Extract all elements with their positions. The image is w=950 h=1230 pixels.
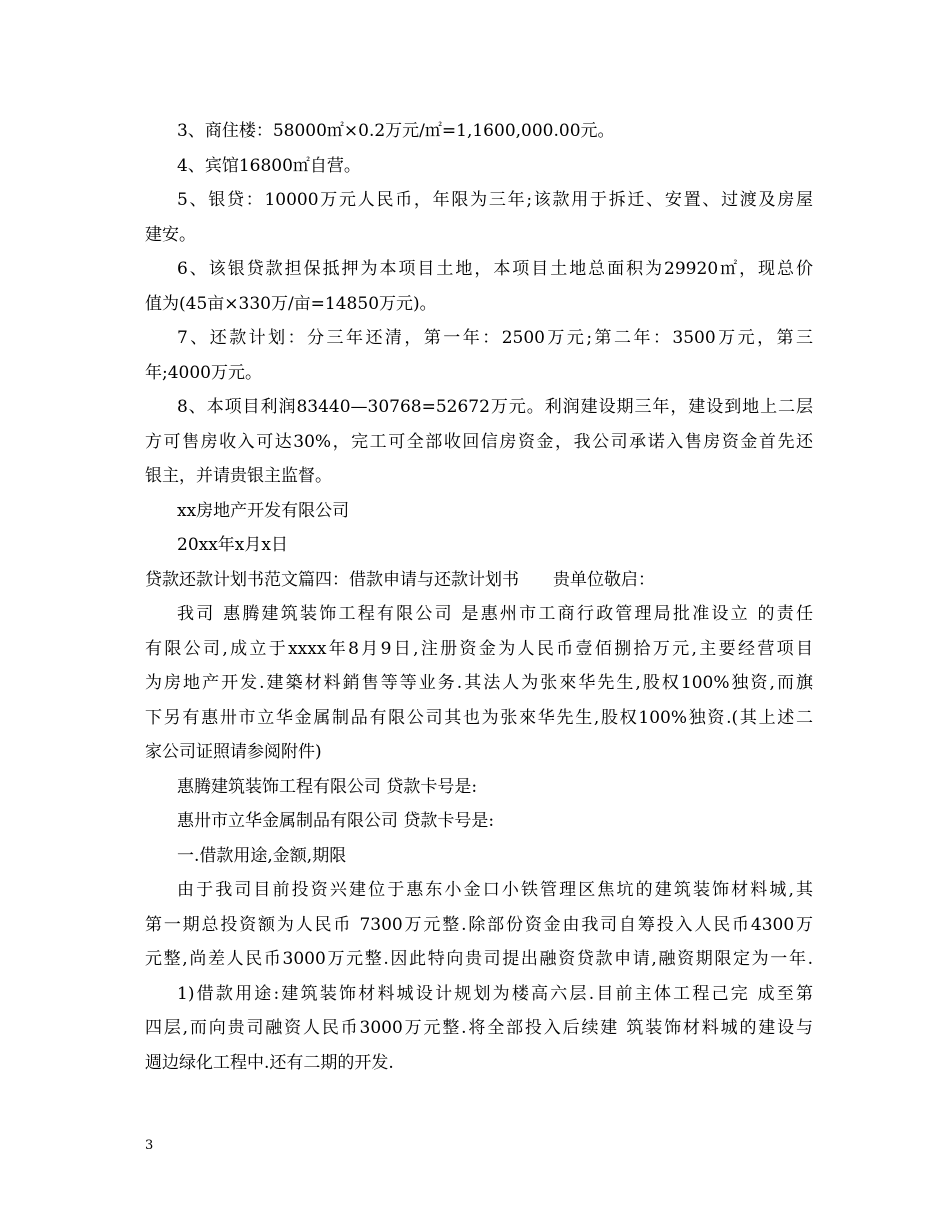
text-line: 6、该银贷款担保抵押为本项目土地，本项目土地总面积为29920㎡，现总价 xyxy=(177,259,813,279)
text-line: 建安。 xyxy=(145,225,196,245)
text-line: xx房地产开发有限公司 xyxy=(177,501,350,521)
text-line: 方可售房收入可达30%，完工可全部收回信房资金，我公司承诺入售房资金首先还 xyxy=(145,432,813,452)
page-number: 3 xyxy=(145,1138,154,1153)
text-line: 4、宾馆16800㎡自营。 xyxy=(177,156,361,176)
text-line: 我司 惠腾建筑装饰工程有限公司 是惠州市工商行政管理局批准设立 的责任 xyxy=(177,604,813,624)
text-line: 家公司证照请参阅附件) xyxy=(145,742,322,762)
text-line: 为房地产开发.建築材料銷售等等业务.其法人为张來华先生,股权100%独资,而旗 xyxy=(145,673,813,693)
text-line: 年;4000万元。 xyxy=(145,363,262,383)
text-line: 惠卅市立华金属制品有限公司 贷款卡号是: xyxy=(177,811,495,831)
text-line: 7、还款计划：分三年还清，第一年：2500万元;第二年：3500万元，第三 xyxy=(177,328,813,348)
text-line: 20xx年x月x日 xyxy=(177,535,288,555)
section-heading: 贷款还款计划书范文篇四：借款申请与还款计划书 贵单位敬启： xyxy=(145,570,655,590)
text-line: 一.借款用途,金额,期限 xyxy=(177,846,347,866)
text-line: 值为(45亩×330万/亩=14850万元)。 xyxy=(145,294,437,314)
text-line: 第一期总投资额为人民币 7300万元整.除部份资金由我司自筹投入人民币4300万 xyxy=(145,915,813,935)
text-line: 元整,尚差人民币3000万元整.因此特向贵司提出融资贷款申请,融资期限定为一年. xyxy=(145,949,813,969)
text-line: 有限公司,成立于xxxx年8月9日,注册资金为人民币壹佰捌拾万元,主要经营项目 xyxy=(145,639,813,659)
text-line: 惠腾建筑装饰工程有限公司 贷款卡号是: xyxy=(177,777,478,797)
text-line: 週边绿化工程中.还有二期的开发. xyxy=(145,1053,394,1073)
text-line: 1)借款用途:建筑装饰材料城设计规划为楼高六层.目前主体工程己完 成至第 xyxy=(177,984,813,1004)
text-line: 下另有惠卅市立华金属制品有限公司其也为张來华先生,股权100%独资.(其上述二 xyxy=(145,708,813,728)
text-line: 5、银贷：10000万元人民币，年限为三年;该款用于拆迁、安置、过渡及房屋 xyxy=(177,190,813,210)
text-line: 银主，并请贵银主监督。 xyxy=(145,466,332,486)
text-line: 3、商住楼：58000㎡×0.2万元/㎡=1,1600,000.00元。 xyxy=(177,121,615,141)
text-line: 8、本项目利润83440—30768=52672万元。利润建设期三年，建设到地上二层 xyxy=(177,397,813,417)
text-line: 由于我司目前投资兴建位于惠东小金口小铁管理区焦坑的建筑装饰材料城,其 xyxy=(177,880,813,900)
text-line: 四层,而向贵司融资人民币3000万元整.将全部投入后续建 筑装饰材料城的建设与 xyxy=(145,1018,813,1038)
